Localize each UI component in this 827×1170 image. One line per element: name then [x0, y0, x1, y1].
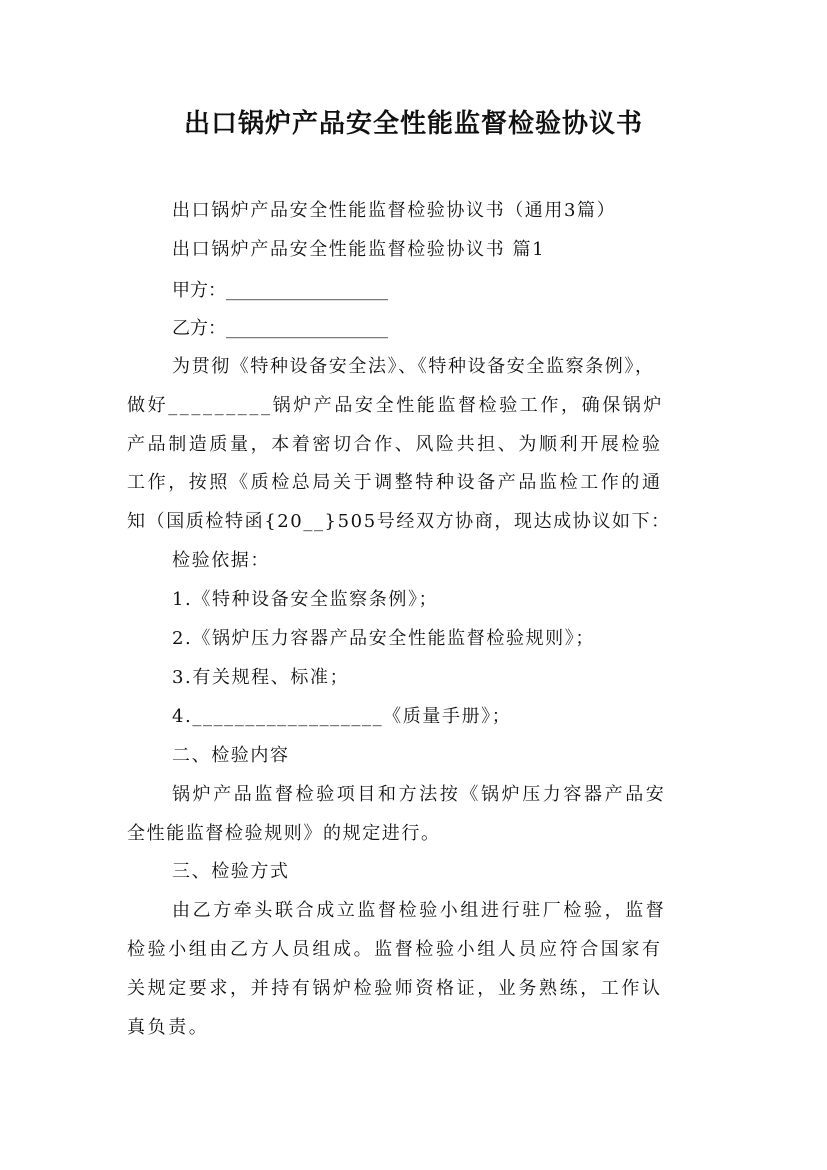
paragraph-line: 检验小组由乙方人员组成。监督检验小组人员应符合国家有	[127, 939, 663, 960]
section-heading: 三、检验方式	[172, 861, 290, 882]
paragraph-line: 为贯彻《特种设备安全法》、《特种设备安全监察条例》，	[172, 356, 655, 377]
subtitle-line: 出口锅炉产品安全性能监督检验协议书（通用3篇）	[172, 200, 617, 221]
section-heading: 出口锅炉产品安全性能监督检验协议书 篇1	[172, 239, 546, 260]
paragraph-line: 锅炉产品监督检验项目和方法按《锅炉压力容器产品安	[172, 784, 667, 805]
list-heading: 检验依据：	[172, 550, 270, 571]
paragraph-line: 产品制造质量，本着密切合作、风险共担、为顺利开展检验	[127, 434, 663, 455]
paragraph-line: 全性能监督检验规则》的规定进行。	[127, 823, 441, 844]
paragraph-line: 做好_________锅炉产品安全性能监督检验工作，确保锅炉	[127, 395, 664, 416]
paragraph-line: 真负责。	[127, 1017, 210, 1038]
paragraph-line: 由乙方牵头联合成立监督检验小组进行驻厂检验，监督	[172, 900, 667, 921]
party-b-line: 乙方：__________________	[172, 318, 388, 339]
paragraph-line: 工作，按照《质检总局关于调整特种设备产品监检工作的通	[127, 472, 663, 493]
list-item: 4.__________________《质量手册》；	[172, 706, 512, 727]
list-item: 3.有关规程、标准；	[172, 667, 350, 688]
paragraph-line: 知（国质检特函{20__}505号经双方协商，现达成协议如下：	[127, 511, 671, 532]
list-item: 2.《锅炉压力容器产品安全性能监督检验规则》；	[172, 628, 595, 649]
paragraph-line: 关规定要求，并持有锅炉检验师资格证，业务熟练，工作认	[127, 978, 663, 999]
list-item: 1.《特种设备安全监察条例》；	[172, 589, 439, 610]
section-heading: 二、检验内容	[172, 745, 290, 766]
document-title: 出口锅炉产品安全性能监督检验协议书	[183, 109, 643, 139]
party-a-line: 甲方：__________________	[172, 280, 388, 301]
